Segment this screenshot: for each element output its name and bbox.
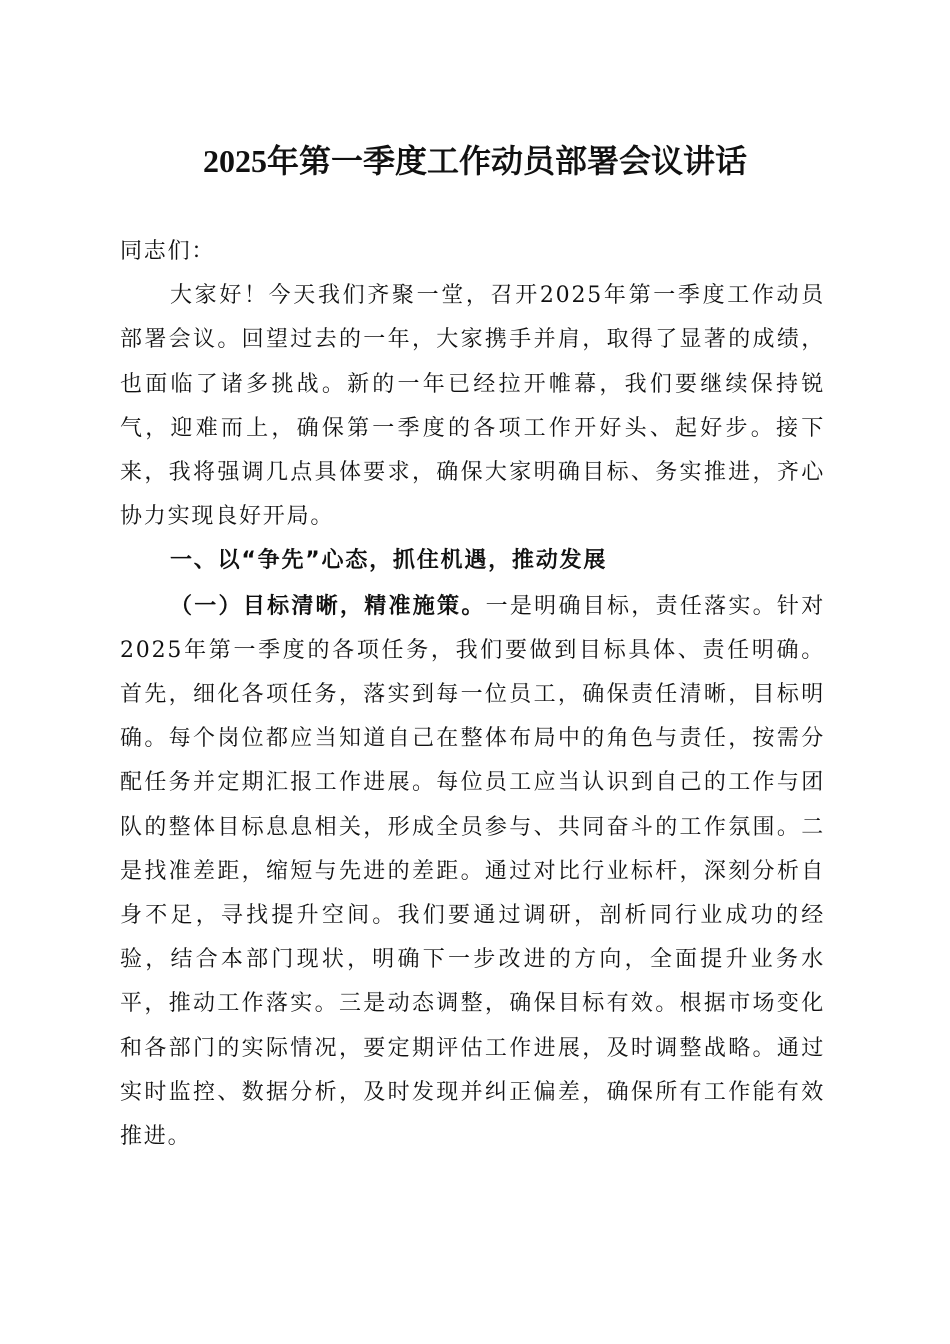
intro-paragraph: 大家好！今天我们齐聚一堂，召开2025年第一季度工作动员部署会议。回望过去的一年，大家携手并肩，取得了显著的成绩，也面临了诸多挑战。新的一年已经拉开帷幕，我们要继续保持锐气，迎难而上，确保第一季度的各项工作开好头、起好步。接下来，我将强调几点具体要求，确保大家明确目标、务实推进，齐心协力实现良好开局。	[120, 283, 825, 530]
subsection-paragraph-1	[120, 584, 825, 1160]
document-title: 2025年第一季度工作动员部署会议讲话	[202, 143, 747, 179]
document-body	[120, 230, 825, 1159]
subsection-heading-1: （一）目标清晰，精准施策。	[170, 592, 486, 619]
subsection-body-1: 一是明确目标，责任落实。针对2025年第一季度的各项任务，我们要做到目标具体、责任明确。首先，细化各项任务，落实到每一位员工，确保责任清晰，目标明确。每个岗位都应当知道自己在整体布局中的角色与责任，按需分配任务并定期汇报工作进展。每位员工应当认识到自己的工作与团队的整体目标息息相关，形成全员参与、共同奋斗的工作氛围。二是找准差距，缩短与先进的差距。通过对比行业标杆，深刻分析自身不足，寻找提升空间。我们要通过调研，剖析同行业成功的经验，结合本部门现状，明确下一步改进的方向，全面提升业务水平，推动工作落实。三是动态调整，确保目标有效。根据市场变化和各部门的实际情况，要定期评估工作进展，及时调整战略。通过实时监控、数据分析，及时发现并纠正偏差，确保所有工作能有效推进。	[120, 593, 826, 1150]
section-heading-1: 一、以“争先”心态，抓住机遇，推动发展	[170, 548, 608, 574]
salutation: 同志们：	[120, 239, 216, 264]
